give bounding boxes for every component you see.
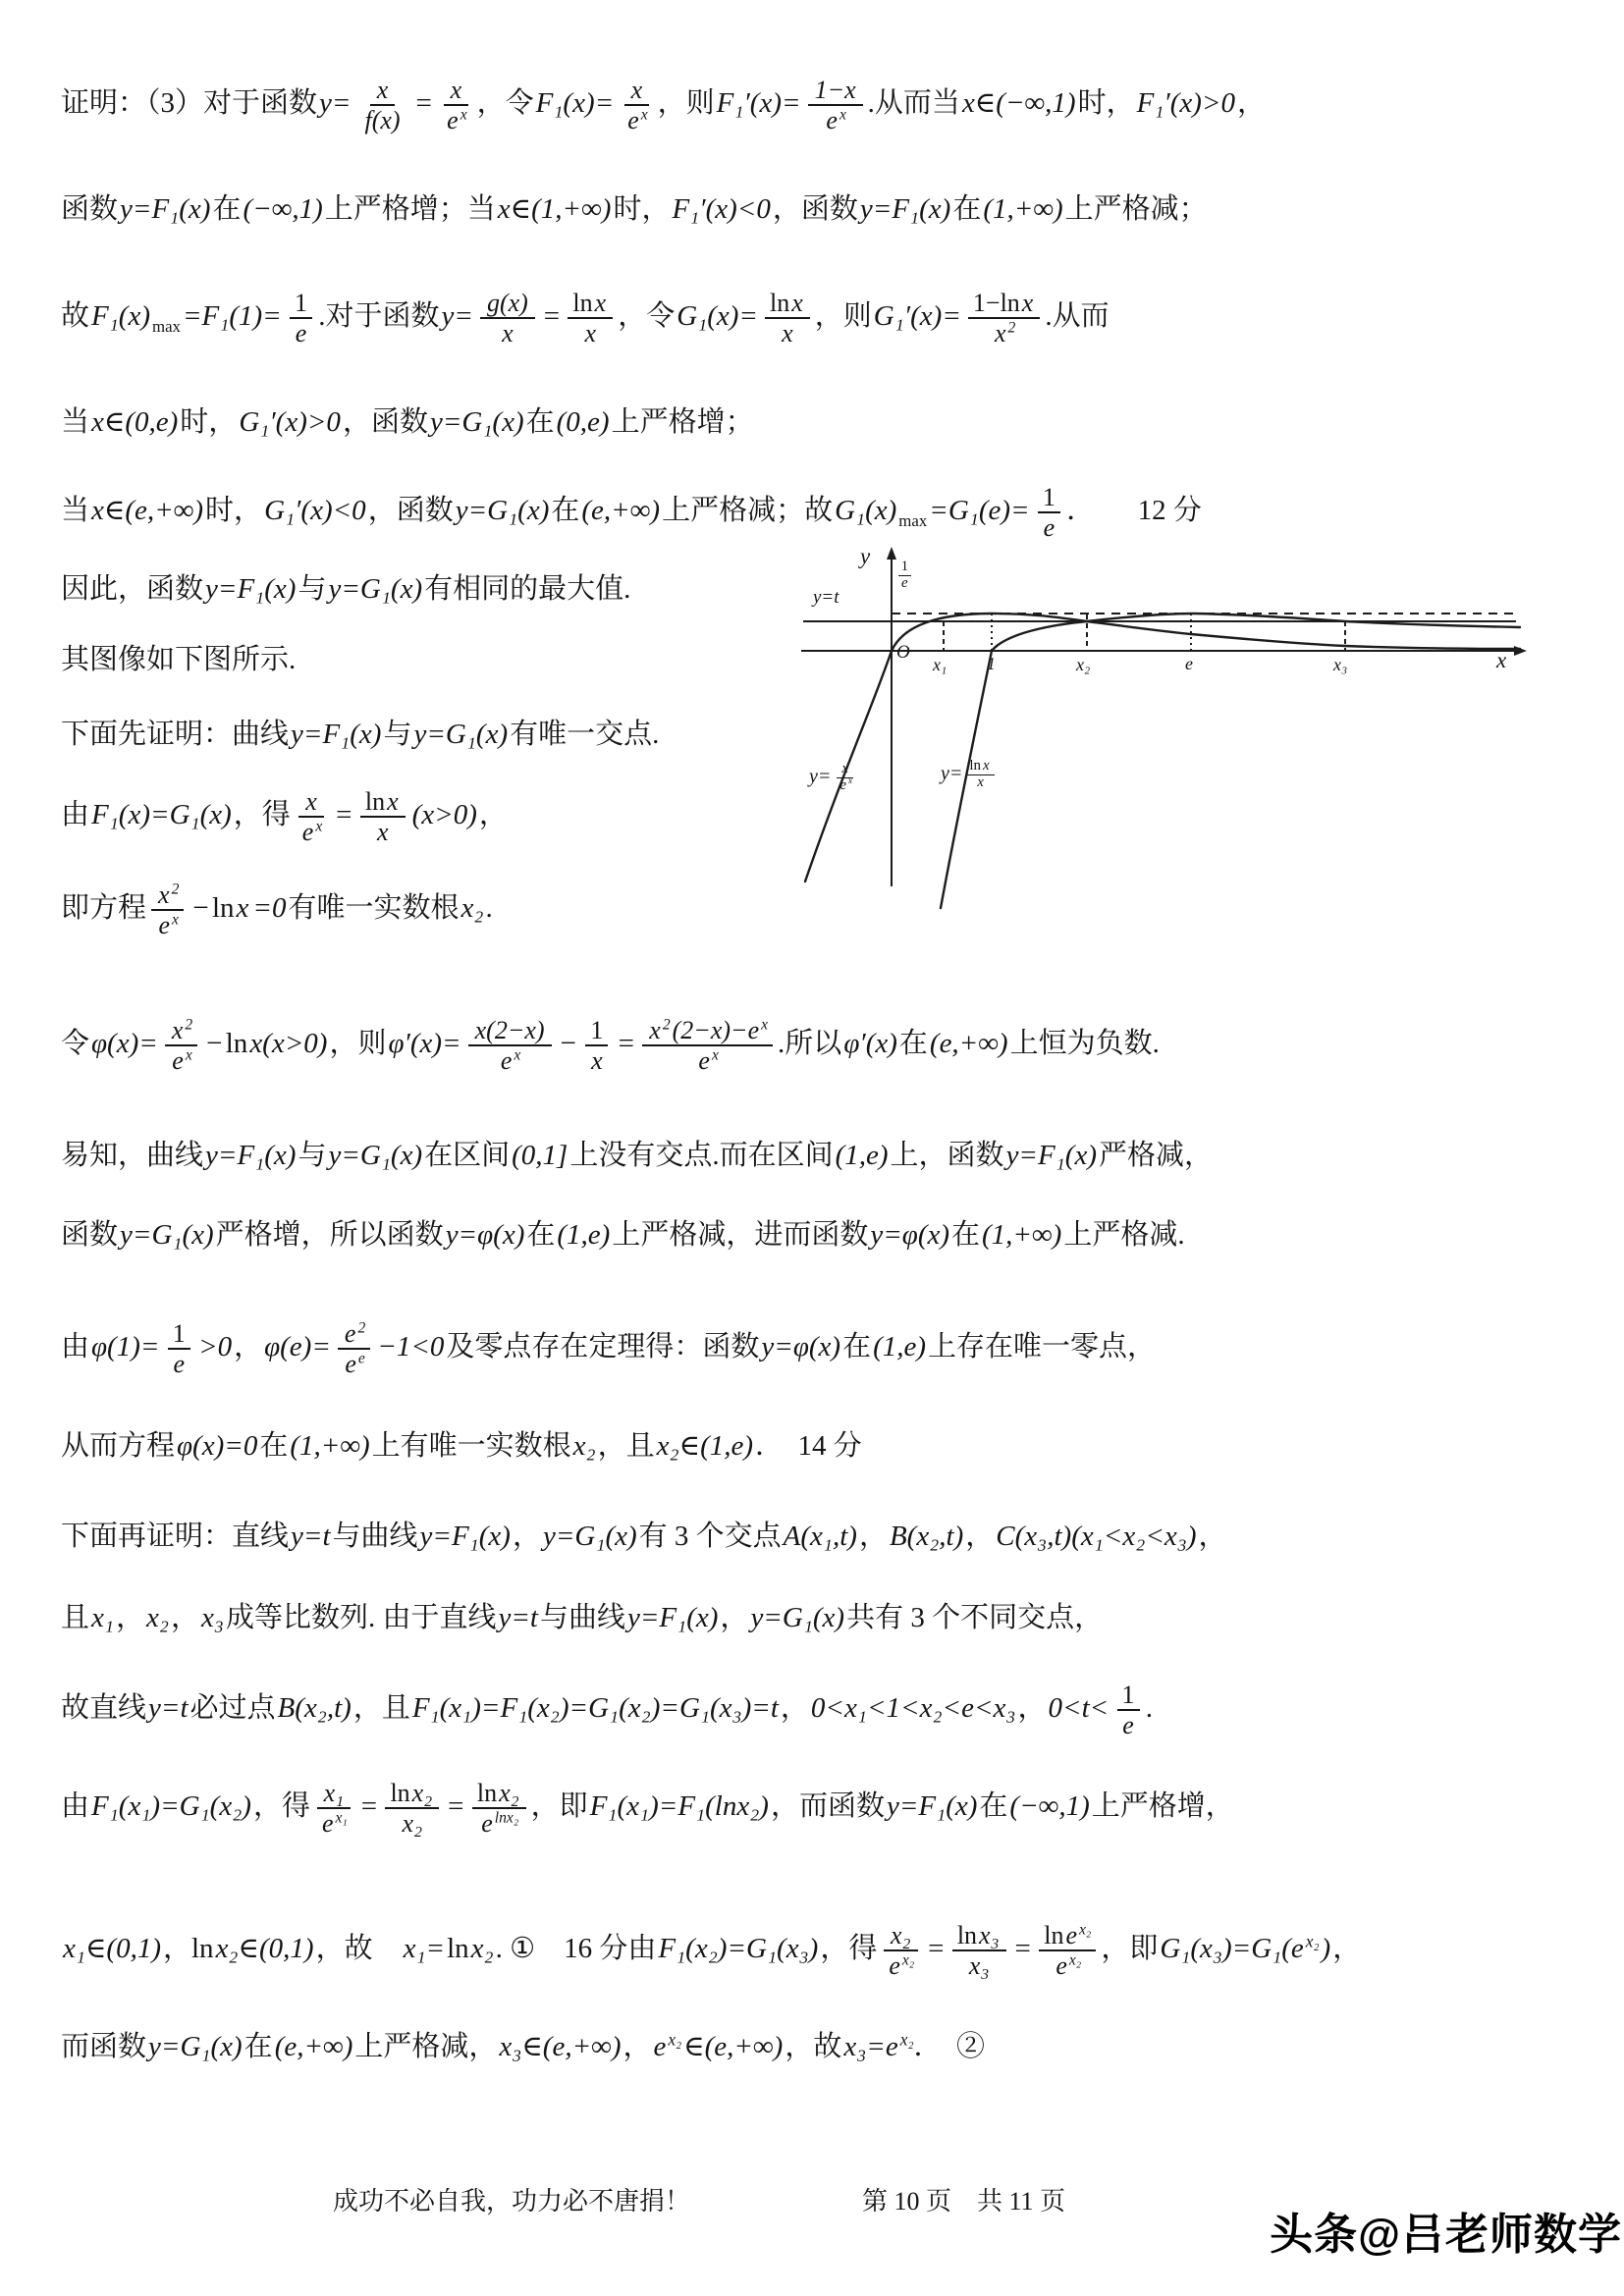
footer-motto: 成功不必自我，功力必不唐捐！ [333,2187,691,2216]
graph-canvas [744,543,1542,918]
x-axis-label: x [1496,648,1507,672]
proof-line-7: 其图像如下图所示. [61,644,297,675]
proof-line-17: 且x₁，x₂，x₃成等比数列. 由于直线y=t与曲线y=F₁(x)，y=G₁(x)共有 3 个不同交点， [61,1602,1104,1633]
proof-line-19: 由F₁(x₁)=G₁(x₂)，得 $\frac{\text{x₁}}{e ^{x_1}}$ = $\frac{\text{lnx₂}}{\text{x₂}}$ = $\frac{\text{lnx₂}}{e ^{lnx_2}}$ ，即F₁(x₁)=F₁(lnx₂)，而函数y=F₁(x)在(−∞,1)上严格增， [61,1779,1234,1839]
proof-line-4: 当x∈(0,e)时，G₁′(x)>0，函数y=G₁(x)在(0,e)上严格增； [61,406,754,438]
curve2-equation-label: y= $\frac{\text{ln x}}{x}$ [939,754,997,793]
y-axis-label: y [860,544,871,568]
proof-line-3: 故F₁(x) $_{max}$=F₁(1)= $\frac{1}{e}$ .对于函数y= $\frac{g(x)}{x}$ = $\frac{\ln x}{x}$ ，令G₁(x)= $\frac{\ln x}{x}$ ，则G₁′(x)= $\frac{1-\ln x}{x ^2}$ .从而 [61,289,1110,348]
tick-one: 1 [987,654,996,673]
tick-e: e [1185,654,1193,673]
proof-line-16: 下面再证明：直线y=t与曲线y=F₁(x)，y=G₁(x)有 3 个交点A(x₁,t)，B(x₂,t)，C(x₃,t)(x₁<x₂<x₃)， [61,1521,1227,1552]
proof-line-9: 由F₁(x)=G₁(x)，得 $\frac{x}{e ^x}$ = $\frac{\ln x}{x}$ (x>0)， [61,787,508,847]
t-line-label: y=t [813,587,839,608]
origin-label: O [896,642,910,663]
proof-line-20: x₁∈(0,1)，lnx₂∈(0,1)，故 x₁=lnx₂. ① 16 分由F₁(x₂)=G₁(x₃)，得 $\frac{\text{x₂}}{e ^{x_2}}$ = $\frac{\text{lnx₃}}{\text{x₃}}$ = $\frac{\ln e ^{x_2}}{e ^{x_2}}$ ，即G₁(x₃)=G₁(e $^{x_2}$)， [63,1921,1362,1981]
proof-line-21: 而函数y=G₁(x)在(e,+∞)上严格减，x₃∈(e,+∞)，e $^{x_2}$∈(e,+∞)，故x₃=e $^{x_2}$． ② [61,2029,986,2062]
curve1-equation-label: y= $\frac{x}{e ^x}$ [809,761,853,793]
x-axis-arrow [1514,646,1527,656]
one-over-e-mark: $\frac{1}{e}$ [894,555,915,594]
proof-line-18: 故直线y=t必过点B(x₂,t)，且F₁(x₁)=F₁(x₂)=G₁(x₂)=G₁(x₃)=t，0<x₁<1<x₂<e<x₃，0<t< $\frac{1}{e}$ . [61,1681,1154,1740]
proof-line-13: 函数y=G₁(x)严格增，所以函数y=φ(x)在(1,e)上严格减，进而函数y=φ(x)在(1,+∞)上严格减. [61,1219,1185,1251]
proof-line-8: 下面先证明：曲线y=F₁(x)与y=G₁(x)有唯一交点. [61,719,660,750]
tick-x2: x₂ [1076,655,1091,674]
tick-x1: x₁ [933,655,947,674]
proof-line-1: 证明：（3）对于函数y= $\frac{x}{f(x)}$ = $\frac{x}{e ^x}$ ，令F₁(x)= $\frac{x}{e ^x}$ ，则F₁′(x)= $\frac{1-x}{e ^x}$ .从而当x∈(−∞,1)时，F₁′(x)>0， [61,76,1267,135]
proof-line-10: 即方程 $\frac{x ^2}{e ^x}$ −lnx =0有唯一实数根x₂. [61,881,493,940]
proof-line-2: 函数y=F₁(x)在(−∞,1)上严格增；当x∈(1,+∞)时，F₁′(x)<0，函数y=F₁(x)在(1,+∞)上严格减； [61,193,1208,225]
proof-line-11: 令φ(x)= $\frac{x ^2}{e ^x}$ −lnx(x>0)，则φ′(x)= $\frac{x(2-x)}{e ^x}$ − $\frac{1}{x}$ = $\frac{x ^2(2-x)-e ^x}{e ^x}$ .所以φ′(x)在(e,+∞)上恒为负数. [61,1016,1160,1076]
proof-line-15: 从而方程φ(x)=0在(1,+∞)上有唯一实数根x₂，且x₂∈(1,e)． 14 分 [61,1430,862,1462]
proof-line-14: 由φ(1)= $\frac{1}{e}$ >0，φ(e)= $\frac{e ^2}{e ^e}$ −1<0及零点存在定理得：函数y=φ(x)在(1,e)上存在唯一零点， [61,1319,1157,1379]
curve-x-over-e-power-x [805,614,1520,881]
watermark-author: 头条@吕老师数学 [1270,2211,1622,2259]
curve-lnx-over-x [941,614,1520,908]
proof-line-12: 易知，曲线y=F₁(x)与y=G₁(x)在区间(0,1]上没有交点.而在区间(1,e)上，函数y=F₁(x)严格减， [61,1140,1214,1171]
function-graph [744,543,1542,918]
proof-line-6: 因此，函数y=F₁(x)与y=G₁(x)有相同的最大值. [61,573,631,605]
footer-page-number: 第 10 页 共 11 页 [862,2187,1066,2216]
proof-line-5: 当x∈(e,+∞)时，G₁′(x)<0，函数y=G₁(x)在(e,+∞)上严格减；故G₁(x) $_{max}$=G₁(e)= $\frac{1}{e}$ ． 12 分 [61,483,1202,543]
tick-x3: x₃ [1333,655,1348,674]
